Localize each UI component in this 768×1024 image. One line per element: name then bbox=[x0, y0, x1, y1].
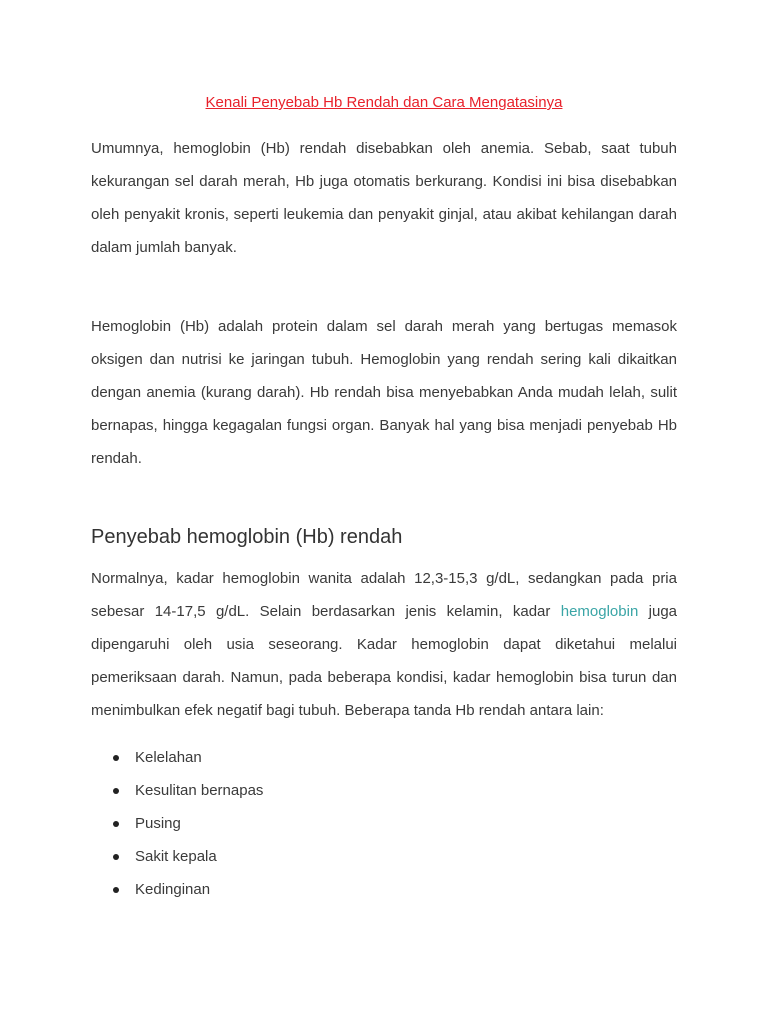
list-item-label: Kelelahan bbox=[135, 749, 202, 766]
bullet-icon bbox=[113, 854, 119, 860]
list-item bbox=[91, 741, 263, 774]
hemoglobin-link[interactable]: hemoglobin bbox=[560, 603, 639, 620]
bullet-icon bbox=[113, 821, 119, 827]
list-item-label: Kedinginan bbox=[135, 881, 211, 898]
paragraph-intro: Umumnya, hemoglobin (Hb) rendah disebabkan oleh anemia. Sebab, saat tubuh kekurangan sel darah merah, Hb juga otomatis berkurang. Kondisi ini bisa disebabkan oleh penyakit kronis, seperti leukemia dan penyakit ginjal, atau akibat kehilangan darah dalam jumlah banyak. bbox=[91, 140, 677, 256]
bullet-icon bbox=[113, 788, 119, 794]
paragraph-text-after-link: juga dipengaruhi oleh usia seseorang. Kadar hemoglobin dapat diketahui melalui pemeriksaan darah. Namun, pada beberapa kondisi, kadar hemoglobin bisa turun dan menimbulkan efek negatif bagi tubuh. Beberapa tanda Hb rendah antara lain: bbox=[91, 603, 678, 719]
list-item-label: Kesulitan bernapas bbox=[135, 782, 264, 799]
bullet-icon bbox=[113, 887, 119, 893]
list-item-label: Pusing bbox=[135, 815, 181, 832]
paragraph-text-before-link: Normalnya, kadar hemoglobin wanita adalah 12,3-15,3 g/dL, sedangkan pada pria sebesar 14-17,5 g/dL. Selain berdasarkan jenis kelamin, kadar bbox=[91, 570, 677, 620]
document-title: Kenali Penyebab Hb Rendah dan Cara Mengatasinya bbox=[205, 94, 563, 111]
section-heading: Penyebab hemoglobin (Hb) rendah bbox=[91, 526, 403, 548]
symptom-list bbox=[91, 741, 263, 906]
bullet-icon bbox=[113, 755, 119, 761]
list-item bbox=[91, 840, 263, 873]
paragraph-hemoglobin-definition: Hemoglobin (Hb) adalah protein dalam sel darah merah yang bertugas memasok oksigen dan nutrisi ke jaringan tubuh. Hemoglobin yang rendah sering kali dikaitkan dengan anemia (kurang darah). Hb rendah bisa menyebabkan Anda mudah lelah, sulit bernapas, hingga kegagalan fungsi organ. Banyak hal yang bisa menjadi penyebab Hb rendah. bbox=[91, 318, 677, 467]
paragraph-normal-levels bbox=[91, 562, 677, 727]
list-item bbox=[91, 807, 263, 840]
list-item bbox=[91, 873, 263, 906]
list-item-label: Sakit kepala bbox=[135, 848, 217, 865]
list-item bbox=[91, 774, 263, 807]
